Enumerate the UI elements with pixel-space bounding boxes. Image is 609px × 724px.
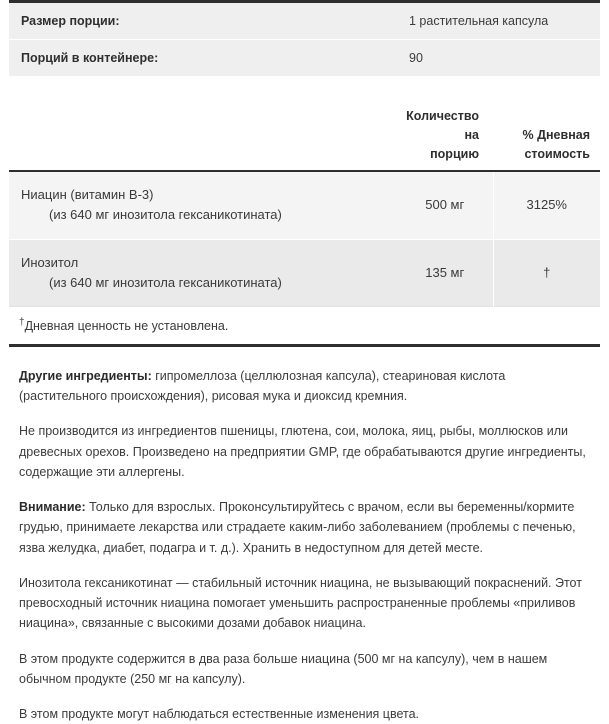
nutrient-name: Ниацин (витамин B-3): [21, 187, 154, 203]
warning-paragraph: [19, 497, 590, 558]
warning-label: Внимание:: [19, 500, 86, 515]
table-row: [9, 171, 600, 239]
nutrient-daily-value: †: [493, 239, 600, 306]
nutrient-name-cell: [9, 171, 397, 239]
info-paragraph: Инозитола гексаникотинат — стабильный источник ниацина, не вызывающий покраснений. Этот превосходный источник ниацина помогает уменьшить распространенные проблемы «приливов ниацина», связанные с высокими дозами добавок ниацина.: [19, 575, 582, 631]
nutrient-source: (из 640 мг инозитола гексаникотината): [49, 274, 282, 290]
column-header-dv-line1: % Дневная: [522, 127, 590, 142]
serving-size-row: [9, 2, 600, 40]
column-header-amount-line1: Количество на: [406, 109, 479, 142]
nutrient-source: (из 640 мг инозитола гексаникотината): [49, 207, 282, 223]
footnote-cell: [9, 306, 600, 345]
nutrient-name: Инозитол: [21, 254, 79, 270]
nutrient-amount: 135 мг: [397, 239, 493, 306]
table-spacer-cell: [9, 77, 600, 108]
supplement-facts-table: [9, 0, 600, 347]
allergen-paragraph: Не производится из ингредиентов пшеницы, глютена, сои, молока, яиц, рыбы, моллюсков или древесных орехов. Произведено на предприятии GMP, где обрабатываются другие ингредиенты, содержащие эти аллергены.: [19, 424, 586, 479]
column-header-dv-line2: стоимость: [524, 146, 590, 161]
footnote-row: [9, 306, 600, 345]
table-row: [9, 239, 600, 306]
nutrient-daily-value: 3125%: [493, 171, 600, 239]
other-ingredients-label: Другие ингредиенты:: [19, 368, 152, 383]
nutrient-amount: 500 мг: [397, 171, 493, 239]
other-ingredients-paragraph: [19, 366, 590, 407]
serving-size-label: Размер порции:: [9, 2, 397, 40]
servings-per-container-label: Порций в контейнере:: [9, 40, 397, 77]
column-header-amount-line2: порцию: [430, 146, 479, 161]
column-header-row: [9, 107, 600, 171]
nutrient-name-cell: [9, 239, 397, 306]
body-copy: [9, 366, 600, 724]
column-header-daily-value: [493, 107, 600, 171]
footnote-text: Дневная ценность не установлена.: [24, 318, 229, 333]
other-ingredients-text: гипромеллоза (целлюлозная капсула), стеариновая кислота (растительного происхождения), рисовая мука и диоксид кремния.: [19, 368, 506, 404]
column-header-name: [9, 107, 397, 171]
table-spacer: [9, 77, 600, 108]
column-header-amount-per-serving: [397, 107, 493, 171]
servings-per-container-value: 90: [397, 40, 600, 77]
warning-text: Только для взрослых. Проконсультируйтесь с врачом, если вы беременны/кормите грудью, принимаете лекарства или страдаете каким-либо заболеванием (проблемы с печенью, язва желудка, диабет, подагра и т. д.). Хранить в недоступном для детей месте.: [19, 500, 576, 555]
serving-size-value: 1 растительная капсула: [397, 2, 600, 40]
potency-paragraph: В этом продукте содержится в два раза больше ниацина (500 мг на капсулу), чем в нашем обычном продукте (250 мг на капсулу).: [19, 651, 548, 686]
color-variation-paragraph: В этом продукте могут наблюдаться естественные изменения цвета.: [19, 707, 420, 722]
footnote-marker: †: [19, 316, 25, 328]
servings-per-container-row: [9, 40, 600, 77]
